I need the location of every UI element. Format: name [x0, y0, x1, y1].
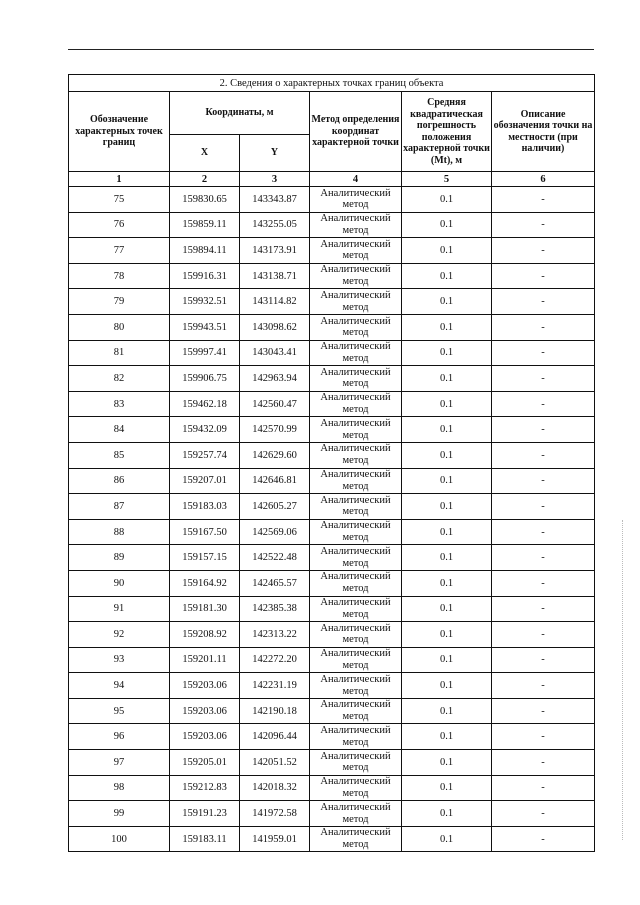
cell-y: 143114.82: [240, 289, 310, 315]
cell-method: Аналитический метод: [310, 750, 402, 776]
cell-point-number: 96: [69, 724, 170, 750]
cell-error: 0.1: [402, 417, 492, 443]
cell-method: Аналитический метод: [310, 570, 402, 596]
cell-y: 142231.19: [240, 673, 310, 699]
table-row: [69, 750, 595, 776]
cell-y: 142190.18: [240, 698, 310, 724]
cell-point-number: 98: [69, 775, 170, 801]
cell-point-number: 95: [69, 698, 170, 724]
cell-x: 159894.11: [170, 238, 240, 264]
cell-description: -: [492, 775, 595, 801]
table-row: [69, 289, 595, 315]
cell-error: 0.1: [402, 263, 492, 289]
cell-description: -: [492, 724, 595, 750]
cell-error: 0.1: [402, 314, 492, 340]
cell-error: 0.1: [402, 775, 492, 801]
table-row: [69, 212, 595, 238]
cell-error: 0.1: [402, 442, 492, 468]
cell-x: 159432.09: [170, 417, 240, 443]
cell-error: 0.1: [402, 724, 492, 750]
cell-method: Аналитический метод: [310, 263, 402, 289]
cell-method: Аналитический метод: [310, 417, 402, 443]
cell-description: -: [492, 647, 595, 673]
cell-description: -: [492, 340, 595, 366]
cell-x: 159203.06: [170, 673, 240, 699]
cell-y: 142963.94: [240, 366, 310, 392]
cell-y: 143098.62: [240, 314, 310, 340]
table-row: [69, 494, 595, 520]
cell-x: 159257.74: [170, 442, 240, 468]
cell-point-number: 85: [69, 442, 170, 468]
cell-point-number: 93: [69, 647, 170, 673]
cell-description: -: [492, 391, 595, 417]
header-error: Средняя квадратическая погрешность положения характерной точки (Mt), м: [402, 92, 492, 172]
cell-error: 0.1: [402, 622, 492, 648]
table-body: [69, 187, 595, 852]
cell-point-number: 78: [69, 263, 170, 289]
cell-description: -: [492, 289, 595, 315]
cell-y: 142465.57: [240, 570, 310, 596]
cell-error: 0.1: [402, 826, 492, 852]
column-number: 2: [170, 172, 240, 187]
cell-description: -: [492, 622, 595, 648]
cell-x: 159205.01: [170, 750, 240, 776]
cell-y: 143255.05: [240, 212, 310, 238]
cell-error: 0.1: [402, 340, 492, 366]
cell-method: Аналитический метод: [310, 826, 402, 852]
cell-x: 159932.51: [170, 289, 240, 315]
cell-point-number: 91: [69, 596, 170, 622]
cell-x: 159997.41: [170, 340, 240, 366]
cell-description: -: [492, 519, 595, 545]
cell-method: Аналитический метод: [310, 442, 402, 468]
column-number: 3: [240, 172, 310, 187]
section-title: 2. Сведения о характерных точках границ объекта: [69, 75, 595, 92]
cell-description: -: [492, 263, 595, 289]
cell-x: 159157.15: [170, 545, 240, 571]
cell-description: -: [492, 801, 595, 827]
cell-point-number: 99: [69, 801, 170, 827]
cell-error: 0.1: [402, 468, 492, 494]
cell-method: Аналитический метод: [310, 775, 402, 801]
cell-point-number: 94: [69, 673, 170, 699]
table-row: [69, 340, 595, 366]
cell-y: 142605.27: [240, 494, 310, 520]
boundary-points-table: [68, 74, 595, 852]
cell-method: Аналитический метод: [310, 391, 402, 417]
cell-point-number: 84: [69, 417, 170, 443]
table-row: [69, 519, 595, 545]
cell-y: 142560.47: [240, 391, 310, 417]
cell-error: 0.1: [402, 391, 492, 417]
table-row: [69, 238, 595, 264]
header-description: Описание обозначения точки на местности (при наличии): [492, 92, 595, 172]
table-row: [69, 596, 595, 622]
header-method: Метод определения координат характерной точки: [310, 92, 402, 172]
header-x: X: [170, 135, 240, 172]
cell-point-number: 87: [69, 494, 170, 520]
cell-point-number: 82: [69, 366, 170, 392]
cell-x: 159916.31: [170, 263, 240, 289]
cell-error: 0.1: [402, 289, 492, 315]
cell-x: 159201.11: [170, 647, 240, 673]
cell-point-number: 79: [69, 289, 170, 315]
cell-y: 142569.06: [240, 519, 310, 545]
cell-x: 159203.06: [170, 698, 240, 724]
cell-description: -: [492, 826, 595, 852]
cell-y: 142018.32: [240, 775, 310, 801]
cell-description: -: [492, 750, 595, 776]
cell-method: Аналитический метод: [310, 698, 402, 724]
cell-point-number: 100: [69, 826, 170, 852]
cell-x: 159183.03: [170, 494, 240, 520]
header-y: Y: [240, 135, 310, 172]
cell-method: Аналитический метод: [310, 289, 402, 315]
cell-method: Аналитический метод: [310, 724, 402, 750]
table-row: [69, 417, 595, 443]
column-number: 5: [402, 172, 492, 187]
table-row: [69, 391, 595, 417]
cell-x: 159830.65: [170, 187, 240, 213]
cell-y: 142522.48: [240, 545, 310, 571]
cell-point-number: 88: [69, 519, 170, 545]
cell-method: Аналитический метод: [310, 238, 402, 264]
cell-point-number: 89: [69, 545, 170, 571]
cell-point-number: 97: [69, 750, 170, 776]
cell-description: -: [492, 545, 595, 571]
scan-edge-mark: [622, 520, 624, 840]
column-number: 4: [310, 172, 402, 187]
cell-error: 0.1: [402, 673, 492, 699]
cell-description: -: [492, 596, 595, 622]
cell-description: -: [492, 417, 595, 443]
cell-x: 159167.50: [170, 519, 240, 545]
cell-y: 143173.91: [240, 238, 310, 264]
cell-method: Аналитический метод: [310, 647, 402, 673]
header-coordinates: Координаты, м: [170, 92, 310, 135]
table-row: [69, 468, 595, 494]
cell-description: -: [492, 314, 595, 340]
cell-error: 0.1: [402, 801, 492, 827]
cell-method: Аналитический метод: [310, 187, 402, 213]
cell-description: -: [492, 366, 595, 392]
cell-method: Аналитический метод: [310, 673, 402, 699]
cell-method: Аналитический метод: [310, 212, 402, 238]
cell-description: -: [492, 570, 595, 596]
cell-error: 0.1: [402, 750, 492, 776]
cell-point-number: 75: [69, 187, 170, 213]
cell-error: 0.1: [402, 519, 492, 545]
cell-method: Аналитический метод: [310, 314, 402, 340]
cell-point-number: 80: [69, 314, 170, 340]
cell-y: 142272.20: [240, 647, 310, 673]
cell-x: 159164.92: [170, 570, 240, 596]
header-designation: Обозначение характерных точек границ: [69, 92, 170, 172]
cell-x: 159212.83: [170, 775, 240, 801]
cell-method: Аналитический метод: [310, 340, 402, 366]
cell-point-number: 86: [69, 468, 170, 494]
table-row: [69, 263, 595, 289]
table-row: [69, 673, 595, 699]
cell-method: Аналитический метод: [310, 468, 402, 494]
table-row: [69, 826, 595, 852]
cell-error: 0.1: [402, 647, 492, 673]
cell-point-number: 83: [69, 391, 170, 417]
cell-description: -: [492, 468, 595, 494]
cell-point-number: 81: [69, 340, 170, 366]
column-number: 6: [492, 172, 595, 187]
cell-x: 159183.11: [170, 826, 240, 852]
cell-method: Аналитический метод: [310, 622, 402, 648]
cell-method: Аналитический метод: [310, 519, 402, 545]
table-row: [69, 775, 595, 801]
cell-method: Аналитический метод: [310, 366, 402, 392]
cell-method: Аналитический метод: [310, 494, 402, 520]
cell-y: 142313.22: [240, 622, 310, 648]
cell-point-number: 90: [69, 570, 170, 596]
cell-y: 141972.58: [240, 801, 310, 827]
cell-description: -: [492, 494, 595, 520]
table-row: [69, 545, 595, 571]
cell-error: 0.1: [402, 596, 492, 622]
cell-description: -: [492, 238, 595, 264]
page-top-rule: [68, 49, 594, 50]
cell-x: 159207.01: [170, 468, 240, 494]
cell-description: -: [492, 673, 595, 699]
cell-y: 142646.81: [240, 468, 310, 494]
cell-x: 159203.06: [170, 724, 240, 750]
table-row: [69, 647, 595, 673]
cell-method: Аналитический метод: [310, 801, 402, 827]
cell-point-number: 92: [69, 622, 170, 648]
column-number: 1: [69, 172, 170, 187]
cell-point-number: 77: [69, 238, 170, 264]
cell-y: 143138.71: [240, 263, 310, 289]
cell-error: 0.1: [402, 212, 492, 238]
table-row: [69, 698, 595, 724]
cell-description: -: [492, 212, 595, 238]
cell-description: -: [492, 187, 595, 213]
cell-x: 159181.30: [170, 596, 240, 622]
table-row: [69, 801, 595, 827]
cell-description: -: [492, 698, 595, 724]
cell-y: 142570.99: [240, 417, 310, 443]
cell-y: 143043.41: [240, 340, 310, 366]
cell-x: 159859.11: [170, 212, 240, 238]
cell-description: -: [492, 442, 595, 468]
cell-y: 143343.87: [240, 187, 310, 213]
cell-y: 142096.44: [240, 724, 310, 750]
cell-point-number: 76: [69, 212, 170, 238]
cell-error: 0.1: [402, 187, 492, 213]
cell-y: 141959.01: [240, 826, 310, 852]
cell-x: 159943.51: [170, 314, 240, 340]
cell-method: Аналитический метод: [310, 545, 402, 571]
table-row: [69, 724, 595, 750]
table-row: [69, 314, 595, 340]
table-row: [69, 622, 595, 648]
cell-x: 159208.92: [170, 622, 240, 648]
cell-method: Аналитический метод: [310, 596, 402, 622]
cell-error: 0.1: [402, 570, 492, 596]
cell-error: 0.1: [402, 366, 492, 392]
cell-error: 0.1: [402, 494, 492, 520]
table-row: [69, 366, 595, 392]
table-row: [69, 187, 595, 213]
table-row: [69, 570, 595, 596]
cell-y: 142051.52: [240, 750, 310, 776]
cell-x: 159462.18: [170, 391, 240, 417]
cell-y: 142385.38: [240, 596, 310, 622]
cell-error: 0.1: [402, 545, 492, 571]
cell-x: 159906.75: [170, 366, 240, 392]
cell-x: 159191.23: [170, 801, 240, 827]
cell-y: 142629.60: [240, 442, 310, 468]
cell-error: 0.1: [402, 238, 492, 264]
table-row: [69, 442, 595, 468]
cell-error: 0.1: [402, 698, 492, 724]
